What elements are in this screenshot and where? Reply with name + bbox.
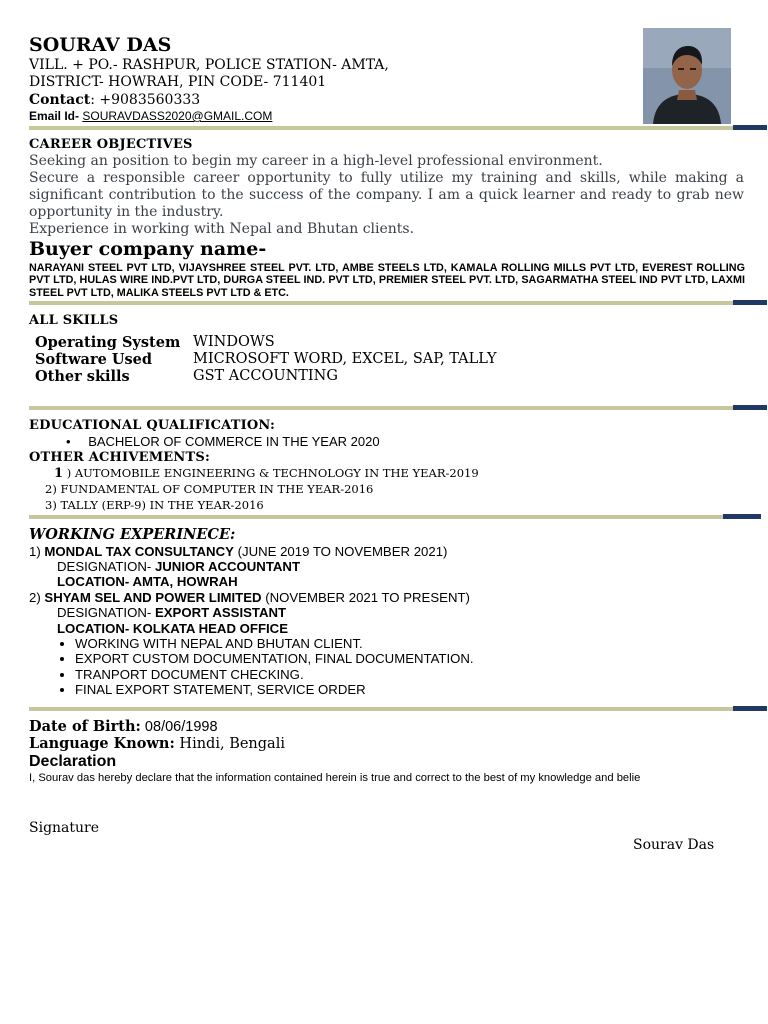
job-period: (NOVEMBER 2021 TO PRESENT) [265,590,470,605]
designation-label: DESIGNATION- [57,605,152,620]
duty-item: • EXPORT CUSTOM DOCUMENTATION, FINAL DOCUMENTATION. [75,651,474,666]
achievement-text: ) AUTOMOBILE ENGINEERING & TECHNOLOGY IN THE YEAR-2019 [66,466,479,480]
signature-label: Signature [29,820,100,836]
signature-name: Sourav Das [633,837,715,853]
language-value: Hindi, Bengali [174,736,285,752]
career-objectives-heading: CAREER OBJECTIVES [29,137,193,152]
buyer-company-list: NARAYANI STEEL PVT LTD, VIJAYSHREE STEEL PVT. LTD, AMBE STEELS LTD, KAMALA ROLLING MILLS PVT LTD, EVEREST ROLLING PVT LTD, HULAS WIRE IND.PVT LTD, DURGA STEEL IND. PVT LTD, PREMIER STEEL PVT. LTD, SAGARMATHA STEEL IND PVT LTD, LAXMI STEEL PVT LTD, MALIKA STEELS PVT LTD & ETC. [29,262,745,299]
education-heading: EDUCATIONAL QUALIFICATION: [29,418,276,433]
objective-paragraph: Secure a responsible career opportunity to fully utilize my training and skills, while making a significant contribution to the success of the company. I am a quick learner and ready to grab new opportunity in the industry. [29,170,744,220]
bullet-icon: • [66,434,71,449]
achievement-item: 2) FUNDAMENTAL OF COMPUTER IN THE YEAR-2016 [45,482,374,496]
job-1-designation [57,559,300,574]
address-line-1: VILL. + PO.- RASHPUR, POLICE STATION- AMTA, [29,57,389,73]
skills-table [35,334,497,385]
objective-line-3: Experience in working with Nepal and Bhutan clients. [29,221,415,237]
job-2-designation [57,605,286,620]
achievements-heading: OTHER ACHIVEMENTS: [29,450,210,465]
section-divider [29,515,767,520]
skills-heading: ALL SKILLS [29,313,119,328]
skills-row [35,334,497,351]
section-divider [29,301,767,306]
email-link[interactable]: SOURAVDASS2020@GMAIL.COM [82,109,273,123]
job-1-location: LOCATION- AMTA, HOWRAH [57,574,238,589]
duty-item: • FINAL EXPORT STATEMENT, SERVICE ORDER [75,682,474,697]
contact-value: : +9083560333 [90,92,201,108]
duty-item: • WORKING WITH NEPAL AND BHUTAN CLIENT. [75,636,474,651]
skill-value: MICROSOFT WORD, EXCEL, SAP, TALLY [193,351,497,367]
job-company: SHYAM SEL AND POWER LIMITED [44,590,262,605]
job-1-title [29,544,447,559]
education-item-text: BACHELOR OF COMMERCE IN THE YEAR 2020 [88,434,380,449]
language-label: Language Known: [29,735,175,752]
candidate-name: SOURAV DAS [29,34,172,56]
skill-key: Operating System [35,334,181,351]
section-divider [29,406,767,411]
language-line [29,735,285,752]
job-company: MONDAL TAX CONSULTANCY [44,544,234,559]
section-divider [29,707,767,712]
job-2-title [29,590,470,605]
job-period: (JUNE 2019 TO NOVEMBER 2021) [237,544,448,559]
designation-label: DESIGNATION- [57,559,152,574]
address-line-2: DISTRICT- HOWRAH, PIN CODE- 711401 [29,74,327,90]
contact-line [29,92,200,108]
email-line [29,109,272,123]
job-2-location: LOCATION- KOLKATA HEAD OFFICE [57,621,288,636]
objective-line-1: Seeking an position to begin my career in a high-level professional environment. [29,153,603,169]
duty-item: • TRANPORT DOCUMENT CHECKING. [75,667,474,682]
declaration-text: I, Sourav das hereby declare that the information contained herein is true and correct to the best of my knowledge and belie [29,772,641,784]
education-item [66,434,380,449]
skills-row [35,368,497,385]
skill-key: Software Used [35,351,153,368]
buyer-company-title: Buyer company name- [29,238,267,260]
duties-list [29,636,474,697]
skill-key: Other skills [35,368,130,385]
dob-line [29,718,218,735]
section-divider [29,126,767,131]
designation-value: JUNIOR ACCOUNTANT [154,559,301,574]
achievement-item [54,466,479,481]
designation-value: EXPORT ASSISTANT [154,605,287,620]
work-heading: WORKING EXPERINECE: [29,526,236,543]
dob-value: 08/06/1998 [140,719,218,735]
contact-label: Contact [29,92,91,108]
email-label: Email Id- [29,109,80,123]
skill-value: WINDOWS [193,334,275,350]
skills-row [35,351,497,368]
skill-value: GST ACCOUNTING [193,368,338,384]
profile-photo [643,28,731,124]
achievement-number: 1 [54,466,64,481]
achievement-item: 3) TALLY (ERP-9) IN THE YEAR-2016 [45,498,264,512]
declaration-title: Declaration [29,753,117,770]
job-number: 1) [29,544,41,559]
dob-label: Date of Birth: [29,718,141,735]
job-number: 2) [29,590,41,605]
